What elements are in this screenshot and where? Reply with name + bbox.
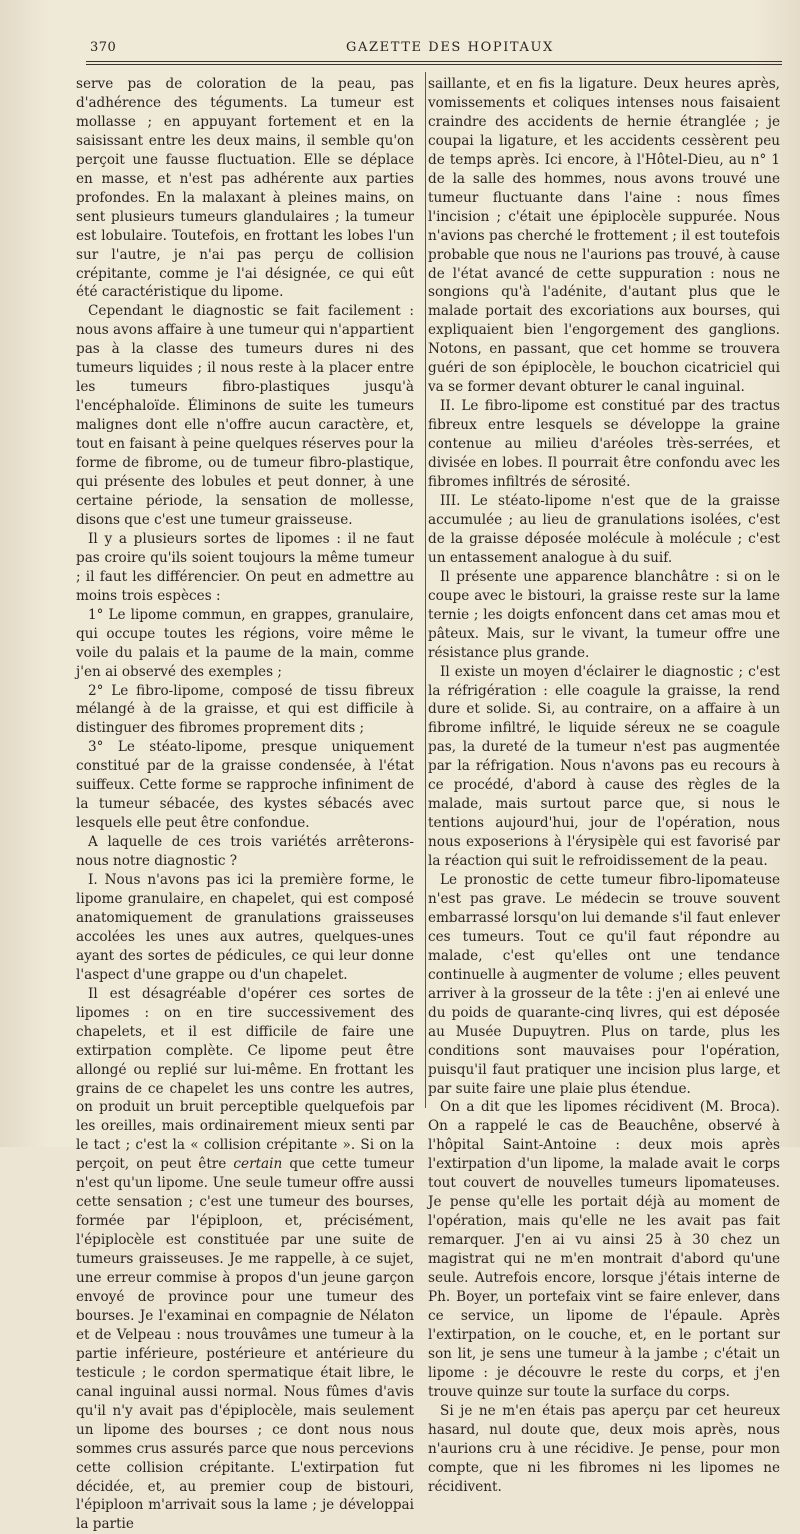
paragraph: III. Le stéato-lipome n'est que de la graisse accumulée ; au lieu de granulations isolées, c'est de la graisse déposée molécule à molécule ; c'est un entassement analogue à du suif. — [428, 492, 780, 566]
left-column — [76, 75, 414, 1534]
paragraph: Il est désagréable d'opérer ces sortes de lipomes : on en tire successivement des chapelets, et il est difficile de faire une extirpation complète. Ce lipome peut être allongé ou replié sur lui-même. En frottant les grains de ce chapelet les uns contre les autres, on produit un bruit perceptible quelquefois par les oreilles, mais ordinairement mieux senti par le tact ; c'est la « collision crépitante ». Si on la perçoit, on peut être certain que cette tumeur n'est qu'un lipome. Une seule tumeur offre aussi cette sensation ; c'est une tumeur des bourses, formée par l'épiploon, et, précisément, l'épiplocèle est constituée par une suite de tumeurs graisseuses. Je me rappelle, à ce sujet, une erreur commise à propos d'un jeune garçon envoyé de province pour une tumeur des bourses. Je l'examinai en compagnie de Nélaton et de Velpeau : nous trouvâmes une tumeur à la partie inférieure, postérieure et antérieure du testicule ; le cordon spermatique était libre, le canal inguinal aussi normal. Nous fûmes d'avis qu'il n'y avait pas d'épiplocèle, mais seulement un lipome des bourses ; ce dont nous nous sommes crus assurés parce que nous percevions cette collision crépitante. L'extirpation fut décidée, et, au premier coup de bistouri, l'épiploon m'arrivait sous la lame ; je développai la partie — [76, 985, 414, 1533]
paragraph: Il y a plusieurs sortes de lipomes : il ne faut pas croire qu'ils soient toujours la même tumeur ; il faut les différencier. On peut en admettre au moins trois espèces : — [76, 530, 414, 604]
header-rule — [86, 64, 782, 65]
paragraph: serve pas de coloration de la peau, pas d'adhérence des téguments. La tumeur est mollasse ; en appuyant fortement et en la saisissant entre les deux mains, il semble qu'on perçoit une fausse fluctuation. Elle se déplace en masse, et n'est pas adhérente aux parties profondes. En la malaxant à pleines mains, on sent plusieurs tumeurs glandulaires ; la tumeur est lobulaire. Toutefois, en frottant les lobes l'un sur l'autre, je n'ai pas perçu de collision crépitante, comme je l'ai désignée, ce qui eût été caractéristique du lipome. — [76, 76, 414, 301]
column-divider — [425, 72, 426, 1108]
paragraph: 3° Le stéato-lipome, presque uniquement constitué par de la graisse condensée, à l'état suiffeux. Cette forme se rapproche infiniment de la tumeur sébacée, des kystes sébacés avec lesquels elle peut être confondue. — [76, 739, 414, 832]
paragraph: I. Nous n'avons pas ici la première forme, le lipome granulaire, en chapelet, qui est composé anatomiquement de granulations graisseuses accolées les unes aux autres, quelques-unes ayant des sortes de pédicules, ce qui leur donne l'aspect d'une grappe ou d'un chapelet. — [76, 872, 414, 983]
paragraph: A laquelle de ces trois variétés arrêterons-nous notre diagnostic ? — [76, 834, 414, 870]
paragraph: II. Le fibro-lipome est constitué par des tractus fibreux entre lesquels se développe la graine contenue au milieu d'aréoles très-serrées, et divisée en lobes. Il pourrait être confondu avec les fibromes infiltrés de sérosité. — [428, 398, 780, 491]
paragraph: 1° Le lipome commun, en grappes, granulaire, qui occupe toutes les régions, voire même le voile du palais et la paume de la main, comme j'en ai observé des exemples ; — [76, 606, 414, 680]
header-rule — [86, 61, 782, 62]
italic-word: certain — [233, 1156, 283, 1173]
paragraph: Si je ne m'en étais pas aperçu par cet heureux hasard, nul doute que, deux mois après, nous n'aurions cru à une récidive. Je pense, pour mon compte, que ni les fibromes ni les lipomes ne récidivent. — [428, 1402, 780, 1495]
running-title: GAZETTE DES HOPITAUX — [346, 40, 554, 55]
right-column — [428, 75, 780, 1496]
paragraph: Cependant le diagnostic se fait facilement : nous avons affaire à une tumeur qui n'appartient pas à la classe des tumeurs dures ni des tumeurs liquides ; il nous reste à la placer entre les tumeurs fibro-plastiques jusqu'à l'encéphaloïde. Éliminons de suite les tumeurs malignes dont elle n'offre aucun caractère, et, tout en faisant à peine quelques réserves pour la forme de fibrome, ou de tumeur fibro-plastique, qui présente des lobules et peut donner, à une certaine période, la sensation de mollesse, disons que c'est une tumeur graisseuse. — [76, 303, 414, 528]
paragraph: On a dit que les lipomes récidivent (M. Broca). On a rappelé le cas de Beauchêne, observé à l'hôpital Saint-Antoine : deux mois après l'extirpation d'un lipome, la malade avait le corps tout couvert de nouvelles tumeurs lipomateuses. Je pense qu'elle les portait déjà au moment de l'opération, mais qu'elle ne les avait pas fait remarquer. J'en ai vu ainsi 25 à 30 chez un magistrat qui ne m'en montrait d'abord qu'une seule. Autrefois encore, lorsque j'étais interne de Ph. Boyer, un portefaix vint se faire enlever, dans ce service, un lipome de l'épaule. Après l'extirpation, on le couche, et, en le portant sur son lit, je sens une tumeur à la jambe ; c'était un lipome : je découvre le reste du corps, et j'en trouve quinze sur toute la surface du corps. — [428, 1099, 780, 1400]
paragraph: Il présente une apparence blanchâtre : si on le coupe avec le bistouri, la graisse reste sur la lame ternie ; les doigts enfoncent dans cet amas mou et pâteux. Mais, sur le vivant, la tumeur offre une résistance plus grande. — [428, 568, 780, 661]
paragraph: Le pronostic de cette tumeur fibro-lipomateuse n'est pas grave. Le médecin se trouve souvent embarrassé lorsqu'on lui demande s'il faut enlever ces tumeurs. Tout ce qu'il faut répondre au malade, c'est qu'elles ont une tendance continuelle à augmenter de volume ; elles peuvent arriver à la grosseur de la tête : j'en ai enlevé une du poids de quarante-cinq livres, qui est déposée au Musée Dupuytren. Plus on tarde, plus les conditions sont mauvaises pour l'opération, puisqu'il faut pratiquer une incision plus large, et par suite faire une plaie plus étendue. — [428, 872, 780, 1097]
paragraph: 2° Le fibro-lipome, composé de tissu fibreux mélangé à de la graisse, et qui est difficile à distinguer des fibromes proprement dits ; — [76, 682, 414, 737]
page-number: 370 — [90, 40, 117, 55]
paragraph: Il existe un moyen d'éclairer le diagnostic ; c'est la réfrigération : elle coagule la graisse, la rend dure et solide. Si, au contraire, on a affaire à un fibrome infiltré, le liquide séreux ne se coagule pas, la dureté de la tumeur n'est pas augmentée par la réfrigation. Nous n'avons pas eu recours à ce procédé, d'abord à cause des règles de la malade, mais surtout parce que, si nous le tentions aujourd'hui, jour de l'opération, nous nous exposerions à l'érysipèle qui est favorisé par la réaction qui suit le refroidissement de la peau. — [428, 663, 780, 870]
paragraph: saillante, et en fis la ligature. Deux heures après, vomissements et coliques intenses nous faisaient craindre des accidents de hernie étranglée ; je coupai la ligature, et les accidents cessèrent peu de temps après. Ici encore, à l'Hôtel-Dieu, au n° 1 de la salle des hommes, nous avons trouvé une tumeur fluctuante dans l'aine : nous fîmes l'incision ; c'était une épiplocèle suppurée. Nous n'avions pas cherché le frottement ; il est toutefois probable que nous ne l'aurions pas trouvé, à cause de l'état avancé de cette suppuration : nous ne songions qu'à l'adénite, d'autant plus que le malade portait des excoriations aux bourses, qui expliquaient bien l'engorgement des ganglions. Notons, en passant, que cet homme se trouvera guéri de son épiplocèle, le bouchon cicatriciel qui va se former devant obturer le canal inguinal. — [428, 76, 780, 396]
page-header — [86, 40, 782, 62]
